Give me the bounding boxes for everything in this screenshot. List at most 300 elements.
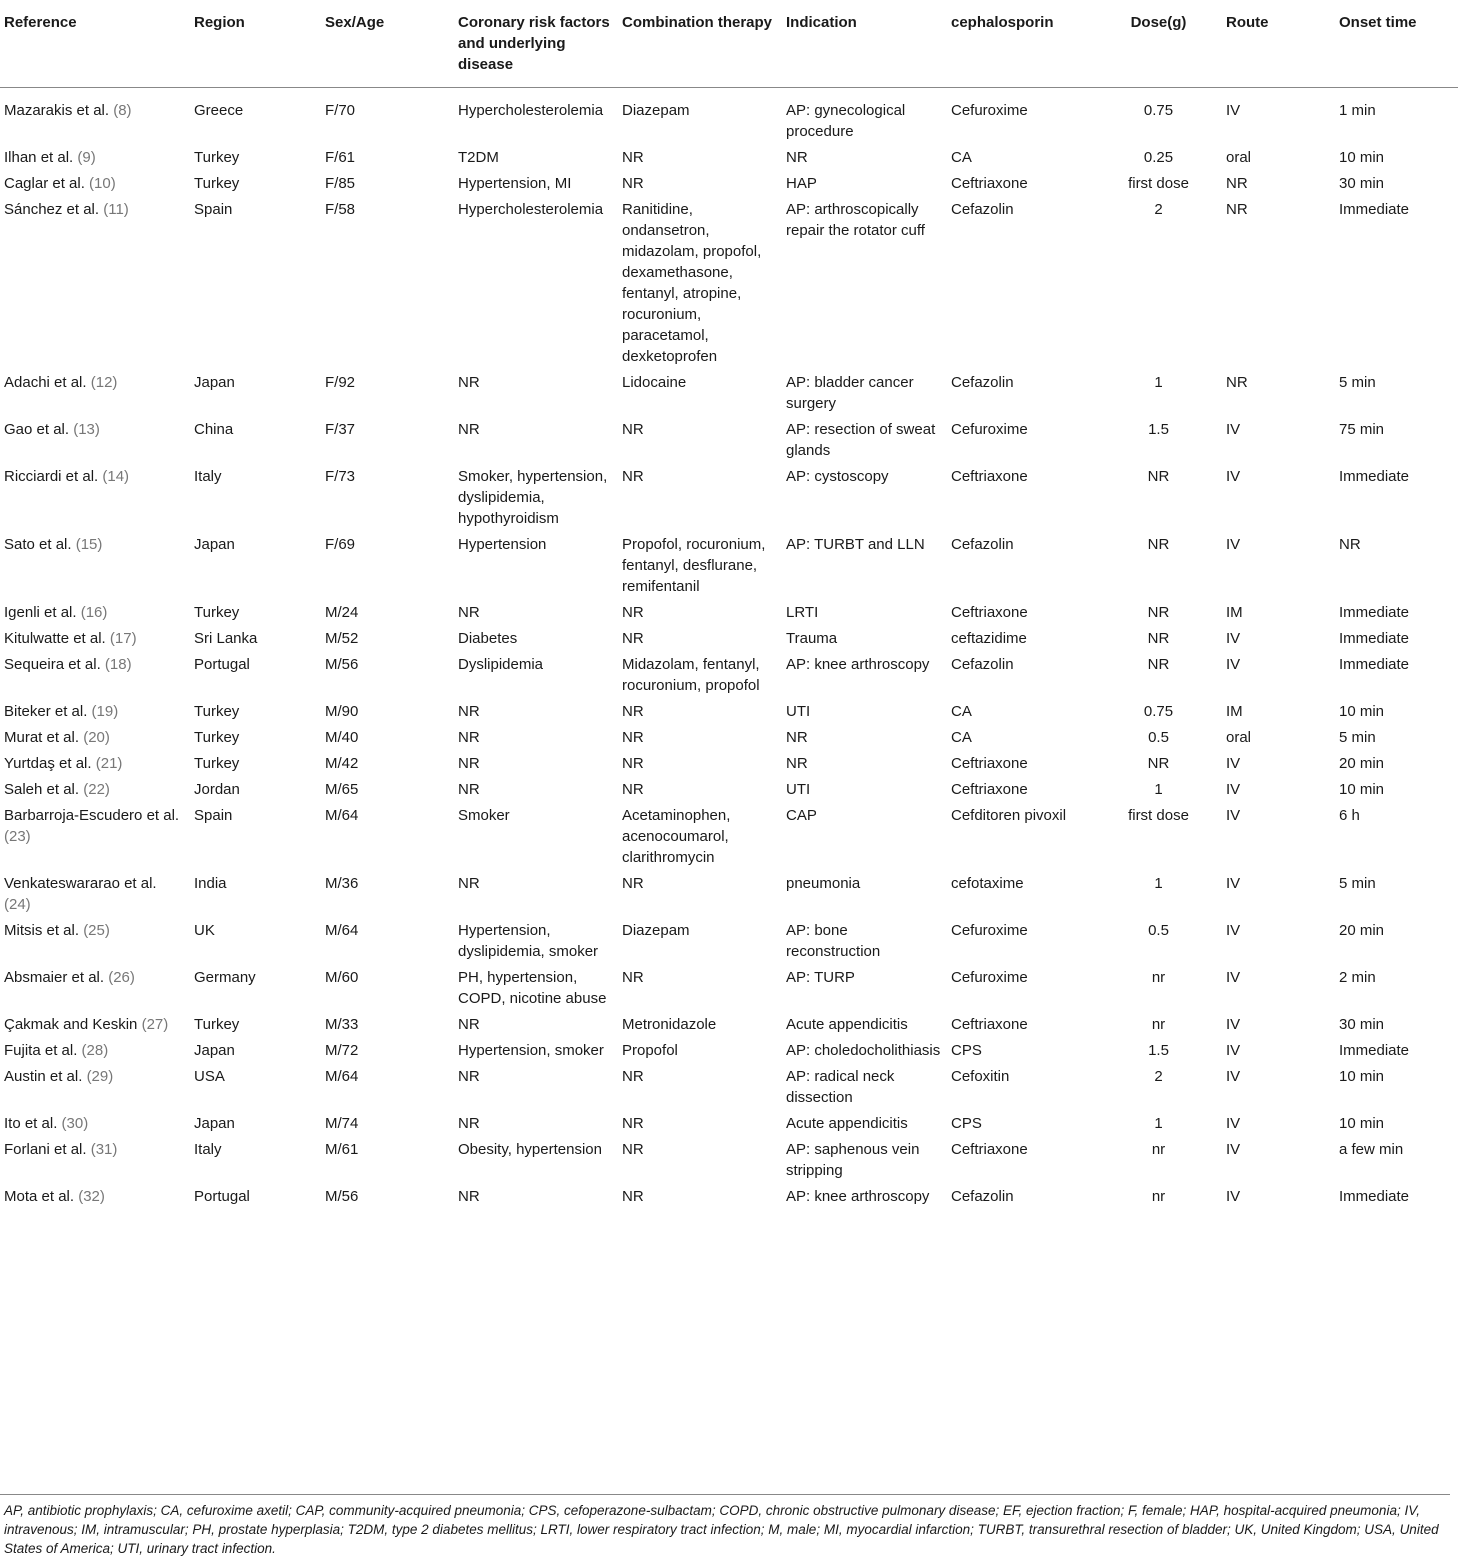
indication-cell: NR <box>786 755 808 772</box>
reference-name: Kitulwatte et al. <box>4 630 106 647</box>
table-row <box>0 600 1458 626</box>
region-cell: USA <box>194 1068 225 1085</box>
route-cell: IV <box>1226 922 1241 939</box>
combination-therapy-cell: Diazepam <box>622 922 690 939</box>
reference-cell <box>0 871 190 918</box>
dose-cell: 0.25 <box>1143 149 1174 166</box>
onset-time-cell: 20 min <box>1339 755 1385 772</box>
route-cell: NR <box>1226 175 1248 192</box>
sex-age-cell: M/65 <box>325 781 359 798</box>
reference-cell <box>0 464 190 532</box>
cephalosporin-cell: cefotaxime <box>951 875 1024 892</box>
reference-cell <box>0 370 190 417</box>
sex-age-cell: F/58 <box>325 201 356 218</box>
table-row <box>0 777 1458 803</box>
reference-name: Adachi et al. <box>4 374 87 391</box>
route-cell: oral <box>1226 729 1252 746</box>
citation-link[interactable]: (12) <box>90 374 118 391</box>
reference-cell <box>0 751 190 777</box>
dose-cell: NR <box>1147 656 1170 673</box>
reference-name: Yurtdaş et al. <box>4 755 92 772</box>
cephalosporin-cell: Cefuroxime <box>951 922 1028 939</box>
reference-name: Venkateswararao et al. <box>4 875 157 892</box>
dose-cell: nr <box>1151 1188 1166 1205</box>
reference-cell <box>0 965 190 1012</box>
cephalosporin-cell: Cefazolin <box>951 536 1014 553</box>
sex-age-cell: M/64 <box>325 807 359 824</box>
route-cell: IV <box>1226 421 1241 438</box>
reference-name: Mazarakis et al. <box>4 102 110 119</box>
cephalosporin-cell: Cefoxitin <box>951 1068 1010 1085</box>
risk-factors-cell: Smoker <box>458 807 510 824</box>
region-cell: Japan <box>194 1042 235 1059</box>
sex-age-cell: M/40 <box>325 729 359 746</box>
region-cell: Japan <box>194 374 235 391</box>
indication-cell: NR <box>786 729 808 746</box>
dose-cell: NR <box>1147 536 1170 553</box>
dose-cell: nr <box>1151 969 1166 986</box>
route-cell: IV <box>1226 1115 1241 1132</box>
cephalosporin-cell: Ceftriaxone <box>951 175 1028 192</box>
combination-therapy-cell: NR <box>622 1068 644 1085</box>
reference-cell <box>0 145 190 171</box>
onset-time-cell: 10 min <box>1339 703 1385 720</box>
risk-factors-cell: Obesity, hypertension <box>458 1141 602 1158</box>
citation-link[interactable]: (13) <box>73 421 100 438</box>
combination-therapy-cell: NR <box>622 1141 644 1158</box>
combination-therapy-cell: NR <box>622 630 644 647</box>
route-cell: IV <box>1226 807 1241 824</box>
indication-cell: HAP <box>786 175 817 192</box>
risk-factors-cell: Hypertension, smoker <box>458 1042 604 1059</box>
onset-time-cell: 30 min <box>1339 175 1385 192</box>
table-row <box>0 1038 1458 1064</box>
header-route: Route <box>1222 0 1335 88</box>
region-cell: Turkey <box>194 703 240 720</box>
dose-cell: 0.5 <box>1148 729 1169 746</box>
table-row <box>0 197 1458 370</box>
header-region: Region <box>190 0 321 88</box>
reference-name: Ito et al. <box>4 1115 58 1132</box>
combination-therapy-cell: Acetaminophen, acenocoumarol, clarithromycin <box>622 807 731 866</box>
citation-link[interactable]: (25) <box>83 922 110 939</box>
reference-name: Ilhan et al. <box>4 149 74 166</box>
route-cell: NR <box>1226 374 1248 391</box>
dose-cell: 2 <box>1154 201 1163 218</box>
table-row <box>0 532 1458 600</box>
header-risk-factors: Coronary risk factors and underlying disease <box>454 0 618 88</box>
indication-cell: AP: choledocholithiasis <box>786 1042 941 1059</box>
indication-cell: UTI <box>786 781 811 798</box>
route-cell: IM <box>1226 703 1243 720</box>
onset-time-cell: Immediate <box>1339 468 1410 485</box>
onset-time-cell: Immediate <box>1339 656 1410 673</box>
table-row <box>0 871 1458 918</box>
route-cell: NR <box>1226 201 1248 218</box>
onset-time-cell: Immediate <box>1339 1042 1410 1059</box>
onset-time-cell: 5 min <box>1339 875 1376 892</box>
reference-cell <box>0 803 190 871</box>
citation-link[interactable]: (21) <box>95 755 123 772</box>
combination-therapy-cell: NR <box>622 421 644 438</box>
onset-time-cell: Immediate <box>1339 201 1410 218</box>
table-row <box>0 1064 1458 1111</box>
combination-therapy-cell: NR <box>622 781 644 798</box>
region-cell: Sri Lanka <box>194 630 258 647</box>
cephalosporin-cell: CA <box>951 729 972 746</box>
cephalosporin-cell: Ceftriaxone <box>951 755 1028 772</box>
combination-therapy-cell: Lidocaine <box>622 374 687 391</box>
reference-cell <box>0 1137 190 1184</box>
combination-therapy-cell: NR <box>622 175 644 192</box>
sex-age-cell: M/56 <box>325 1188 359 1205</box>
reference-name: Murat et al. <box>4 729 80 746</box>
reference-cell <box>0 652 190 699</box>
cephalosporin-cell: Cefuroxime <box>951 969 1028 986</box>
indication-cell: CAP <box>786 807 817 824</box>
citation-link[interactable]: (26) <box>108 969 135 986</box>
risk-factors-cell: T2DM <box>458 149 499 166</box>
dose-cell: 1 <box>1154 374 1163 391</box>
indication-cell: AP: saphenous vein stripping <box>786 1141 920 1179</box>
cephalosporin-cell: Cefazolin <box>951 656 1014 673</box>
route-cell: oral <box>1226 149 1252 166</box>
reference-cell <box>0 699 190 725</box>
citation-link[interactable]: (9) <box>77 149 96 166</box>
reference-cell <box>0 725 190 751</box>
onset-time-cell: 10 min <box>1339 149 1385 166</box>
citation-link[interactable]: (28) <box>81 1042 109 1059</box>
reference-cell <box>0 1012 190 1038</box>
citation-link[interactable]: (15) <box>75 536 103 553</box>
citation-link[interactable]: (8) <box>113 102 132 119</box>
region-cell: Japan <box>194 1115 235 1132</box>
risk-factors-cell: NR <box>458 1115 480 1132</box>
indication-cell: AP: bone reconstruction <box>786 922 881 960</box>
region-cell: Germany <box>194 969 256 986</box>
table-row <box>0 370 1458 417</box>
risk-factors-cell: NR <box>458 781 480 798</box>
combination-therapy-cell: Midazolam, fentanyl, rocuronium, propofol <box>622 656 760 694</box>
table-row <box>0 918 1458 965</box>
onset-time-cell: NR <box>1339 536 1361 553</box>
risk-factors-cell: Hypertension, dyslipidemia, smoker <box>458 922 599 960</box>
indication-cell: Acute appendicitis <box>786 1115 908 1132</box>
reference-name: Gao et al. <box>4 421 70 438</box>
onset-time-cell: 75 min <box>1339 421 1385 438</box>
sex-age-cell: M/56 <box>325 656 359 673</box>
reference-cell <box>0 600 190 626</box>
citation-link[interactable]: (23) <box>4 828 31 845</box>
onset-time-cell: 20 min <box>1339 922 1385 939</box>
citation-link[interactable]: (10) <box>89 175 116 192</box>
citation-link[interactable]: (17) <box>109 630 137 647</box>
risk-factors-cell: Hypercholesterolemia <box>458 201 604 218</box>
sex-age-cell: F/73 <box>325 468 356 485</box>
combination-therapy-cell: Ranitidine, ondansetron, midazolam, propofol, dexamethasone, fentanyl, atropine, rocuronium, paracetamol, dexketoprofen <box>622 201 762 365</box>
sex-age-cell: F/85 <box>325 175 356 192</box>
sex-age-cell: M/36 <box>325 875 359 892</box>
table-row <box>0 1137 1458 1184</box>
sex-age-cell: M/72 <box>325 1042 359 1059</box>
dose-cell: NR <box>1147 604 1170 621</box>
citation-link[interactable]: (29) <box>86 1068 114 1085</box>
cephalosporin-cell: Ceftriaxone <box>951 1141 1028 1158</box>
reference-cell <box>0 197 190 370</box>
indication-cell: AP: cystoscopy <box>786 468 889 485</box>
dose-cell: 1 <box>1154 781 1163 798</box>
indication-cell: AP: knee arthroscopy <box>786 1188 930 1205</box>
indication-cell: AP: resection of sweat glands <box>786 421 936 459</box>
dose-cell: NR <box>1147 755 1170 772</box>
onset-time-cell: Immediate <box>1339 604 1410 621</box>
reference-name: Sequeira et al. <box>4 656 101 673</box>
header-dose: Dose(g) <box>1095 0 1222 88</box>
indication-cell: AP: knee arthroscopy <box>786 656 930 673</box>
onset-time-cell: 2 min <box>1339 969 1376 986</box>
citation-link[interactable]: (14) <box>102 468 130 485</box>
risk-factors-cell: NR <box>458 1016 480 1033</box>
combination-therapy-cell: NR <box>622 703 644 720</box>
reference-name: Sánchez et al. <box>4 201 100 218</box>
indication-cell: AP: gynecological procedure <box>786 102 906 140</box>
cephalosporin-cell: CPS <box>951 1115 982 1132</box>
risk-factors-cell: NR <box>458 729 480 746</box>
region-cell: Greece <box>194 102 244 119</box>
header-combination-therapy: Combination therapy <box>618 0 782 88</box>
route-cell: IV <box>1226 102 1241 119</box>
risk-factors-cell: Hypertension <box>458 536 547 553</box>
onset-time-cell: 10 min <box>1339 1068 1385 1085</box>
reference-cell <box>0 1111 190 1137</box>
cephalosporin-cell: Ceftriaxone <box>951 1016 1028 1033</box>
route-cell: IV <box>1226 630 1241 647</box>
table-body <box>0 88 1458 1214</box>
combination-therapy-cell: NR <box>622 729 644 746</box>
region-cell: Turkey <box>194 175 240 192</box>
reference-cell <box>0 532 190 600</box>
risk-factors-cell: PH, hypertension, COPD, nicotine abuse <box>458 969 607 1007</box>
header-onset-time: Onset time <box>1335 0 1458 88</box>
indication-cell: UTI <box>786 703 811 720</box>
header-row <box>0 0 1458 88</box>
route-cell: IV <box>1226 468 1241 485</box>
combination-therapy-cell: NR <box>622 1115 644 1132</box>
header-cephalosporin: cephalosporin <box>947 0 1095 88</box>
sex-age-cell: M/33 <box>325 1016 359 1033</box>
cephalosporin-cell: CPS <box>951 1042 982 1059</box>
sex-age-cell: F/69 <box>325 536 356 553</box>
risk-factors-cell: NR <box>458 421 480 438</box>
indication-cell: Trauma <box>786 630 838 647</box>
combination-therapy-cell: Metronidazole <box>622 1016 717 1033</box>
citation-link[interactable]: (32) <box>78 1188 105 1205</box>
citation-link[interactable]: (27) <box>141 1016 169 1033</box>
cephalosporin-cell: ceftazidime <box>951 630 1027 647</box>
onset-time-cell: 1 min <box>1339 102 1376 119</box>
dose-cell: 0.75 <box>1143 102 1174 119</box>
reference-name: Saleh et al. <box>4 781 80 798</box>
cephalosporin-cell: CA <box>951 149 972 166</box>
table-row <box>0 1012 1458 1038</box>
citation-link[interactable]: (20) <box>83 729 110 746</box>
header-indication: Indication <box>782 0 947 88</box>
cephalosporin-cell: Ceftriaxone <box>951 468 1028 485</box>
onset-time-cell: a few min <box>1339 1141 1404 1158</box>
sex-age-cell: M/52 <box>325 630 359 647</box>
combination-therapy-cell: NR <box>622 468 644 485</box>
dose-cell: 1.5 <box>1148 1042 1169 1059</box>
route-cell: IV <box>1226 969 1241 986</box>
onset-time-cell: 5 min <box>1339 729 1376 746</box>
dose-cell: nr <box>1151 1141 1166 1158</box>
table-row <box>0 171 1458 197</box>
reference-name: Biteker et al. <box>4 703 88 720</box>
cephalosporin-cell: Cefazolin <box>951 1188 1014 1205</box>
combination-therapy-cell: NR <box>622 755 644 772</box>
citation-link[interactable]: (24) <box>4 896 31 913</box>
citation-link[interactable]: (30) <box>61 1115 89 1132</box>
header-reference: Reference <box>0 0 190 88</box>
reference-name: Forlani et al. <box>4 1141 87 1158</box>
risk-factors-cell: NR <box>458 703 480 720</box>
cephalosporin-cell: Cefuroxime <box>951 421 1028 438</box>
citation-link[interactable]: (31) <box>90 1141 118 1158</box>
reference-name: Barbarroja-Escudero et al. <box>4 807 180 824</box>
sex-age-cell: M/60 <box>325 969 359 986</box>
region-cell: India <box>194 875 227 892</box>
region-cell: Turkey <box>194 1016 240 1033</box>
region-cell: Japan <box>194 536 235 553</box>
dose-cell: 2 <box>1154 1068 1163 1085</box>
onset-time-cell: 10 min <box>1339 781 1385 798</box>
table-row <box>0 751 1458 777</box>
route-cell: IV <box>1226 656 1241 673</box>
route-cell: IV <box>1226 1141 1241 1158</box>
cephalosporin-cell: Cefditoren pivoxil <box>951 807 1067 824</box>
reference-cell <box>0 1038 190 1064</box>
route-cell: IV <box>1226 1068 1241 1085</box>
reference-cell <box>0 918 190 965</box>
reference-name: Caglar et al. <box>4 175 85 192</box>
table-row <box>0 626 1458 652</box>
route-cell: IV <box>1226 755 1241 772</box>
onset-time-cell: Immediate <box>1339 1188 1410 1205</box>
route-cell: IV <box>1226 875 1241 892</box>
table-footnote: AP, antibiotic prophylaxis; CA, cefuroxime axetil; CAP, community-acquired pneumonia; CPS, cefoperazone-sulbactam; COPD, chronic obstructive pulmonary disease; EF, ejection fraction; F, female; HAP, hospital-acquired pneumonia; IV, intravenous; IM, intramuscular; PH, prostate hyperplasia; T2DM, type 2 diabetes mellitus; LRTI, lower respiratory tract infection; M, male; MI, myocardial infarction; TURBT, transurethral resection of bladder; UK, United Kingdom; USA, United States of America; UTI, urinary tract infection. <box>0 1494 1450 1558</box>
risk-factors-cell: Hypertension, MI <box>458 175 572 192</box>
indication-cell: pneumonia <box>786 875 861 892</box>
cephalosporin-cell: CA <box>951 703 972 720</box>
dose-cell: first dose <box>1128 807 1189 824</box>
table-row <box>0 1111 1458 1137</box>
indication-cell: Acute appendicitis <box>786 1016 908 1033</box>
sex-age-cell: M/61 <box>325 1141 359 1158</box>
table-row <box>0 803 1458 871</box>
reference-name: Igenli et al. <box>4 604 77 621</box>
region-cell: UK <box>194 922 215 939</box>
citation-link[interactable]: (18) <box>104 656 132 673</box>
risk-factors-cell: NR <box>458 374 480 391</box>
table-row <box>0 145 1458 171</box>
risk-factors-cell: Diabetes <box>458 630 518 647</box>
cephalosporin-cell: Cefazolin <box>951 374 1014 391</box>
route-cell: IV <box>1226 536 1241 553</box>
region-cell: Italy <box>194 468 222 485</box>
dose-cell: NR <box>1147 630 1170 647</box>
table-row <box>0 88 1458 146</box>
combination-therapy-cell: NR <box>622 1188 644 1205</box>
cephalosporin-cell: Ceftriaxone <box>951 781 1028 798</box>
table-row <box>0 652 1458 699</box>
dose-cell: NR <box>1147 468 1170 485</box>
indication-cell: AP: bladder cancer surgery <box>786 374 914 412</box>
combination-therapy-cell: NR <box>622 604 644 621</box>
reference-cell <box>0 417 190 464</box>
citation-link[interactable]: (22) <box>83 781 110 798</box>
reference-name: Sato et al. <box>4 536 72 553</box>
dose-cell: first dose <box>1128 175 1189 192</box>
onset-time-cell: Immediate <box>1339 630 1410 647</box>
reference-name: Fujita et al. <box>4 1042 78 1059</box>
sex-age-cell: F/61 <box>325 149 356 166</box>
indication-cell: NR <box>786 149 808 166</box>
route-cell: IV <box>1226 781 1241 798</box>
region-cell: Turkey <box>194 149 240 166</box>
region-cell: Spain <box>194 201 233 218</box>
region-cell: China <box>194 421 234 438</box>
risk-factors-cell: NR <box>458 875 480 892</box>
sex-age-cell: F/37 <box>325 421 356 438</box>
reference-name: Mota et al. <box>4 1188 75 1205</box>
risk-factors-cell: Dyslipidemia <box>458 656 544 673</box>
table-row <box>0 1184 1458 1213</box>
region-cell: Portugal <box>194 656 250 673</box>
dose-cell: 0.75 <box>1143 703 1174 720</box>
table-row <box>0 464 1458 532</box>
cephalosporin-cell: Ceftriaxone <box>951 604 1028 621</box>
reference-name: Austin et al. <box>4 1068 83 1085</box>
citation-link[interactable]: (16) <box>80 604 108 621</box>
combination-therapy-cell: NR <box>622 875 644 892</box>
reference-name: Ricciardi et al. <box>4 468 99 485</box>
combination-therapy-cell: Propofol <box>622 1042 678 1059</box>
risk-factors-cell: NR <box>458 1068 480 1085</box>
risk-factors-cell: NR <box>458 755 480 772</box>
indication-cell: AP: arthroscopically repair the rotator cuff <box>786 201 925 239</box>
table-row <box>0 725 1458 751</box>
dose-cell: 0.5 <box>1148 922 1169 939</box>
onset-time-cell: 30 min <box>1339 1016 1385 1033</box>
region-cell: Jordan <box>194 781 240 798</box>
region-cell: Turkey <box>194 604 240 621</box>
table-row <box>0 965 1458 1012</box>
combination-therapy-cell: NR <box>622 149 644 166</box>
citation-link[interactable]: (11) <box>103 201 129 218</box>
cephalosporin-cell: Cefazolin <box>951 201 1014 218</box>
citation-link[interactable]: (19) <box>91 703 119 720</box>
indication-cell: AP: TURBT and LLN <box>786 536 925 553</box>
reference-name: Çakmak and Keskin <box>4 1016 138 1033</box>
combination-therapy-cell: Propofol, rocuronium, fentanyl, desflurane, remifentanil <box>622 536 766 595</box>
sex-age-cell: M/74 <box>325 1115 359 1132</box>
sex-age-cell: M/64 <box>325 922 359 939</box>
onset-time-cell: 6 h <box>1339 807 1360 824</box>
dose-cell: nr <box>1151 1016 1166 1033</box>
region-cell: Portugal <box>194 1188 250 1205</box>
reference-cell <box>0 1064 190 1111</box>
indication-cell: AP: radical neck dissection <box>786 1068 895 1106</box>
